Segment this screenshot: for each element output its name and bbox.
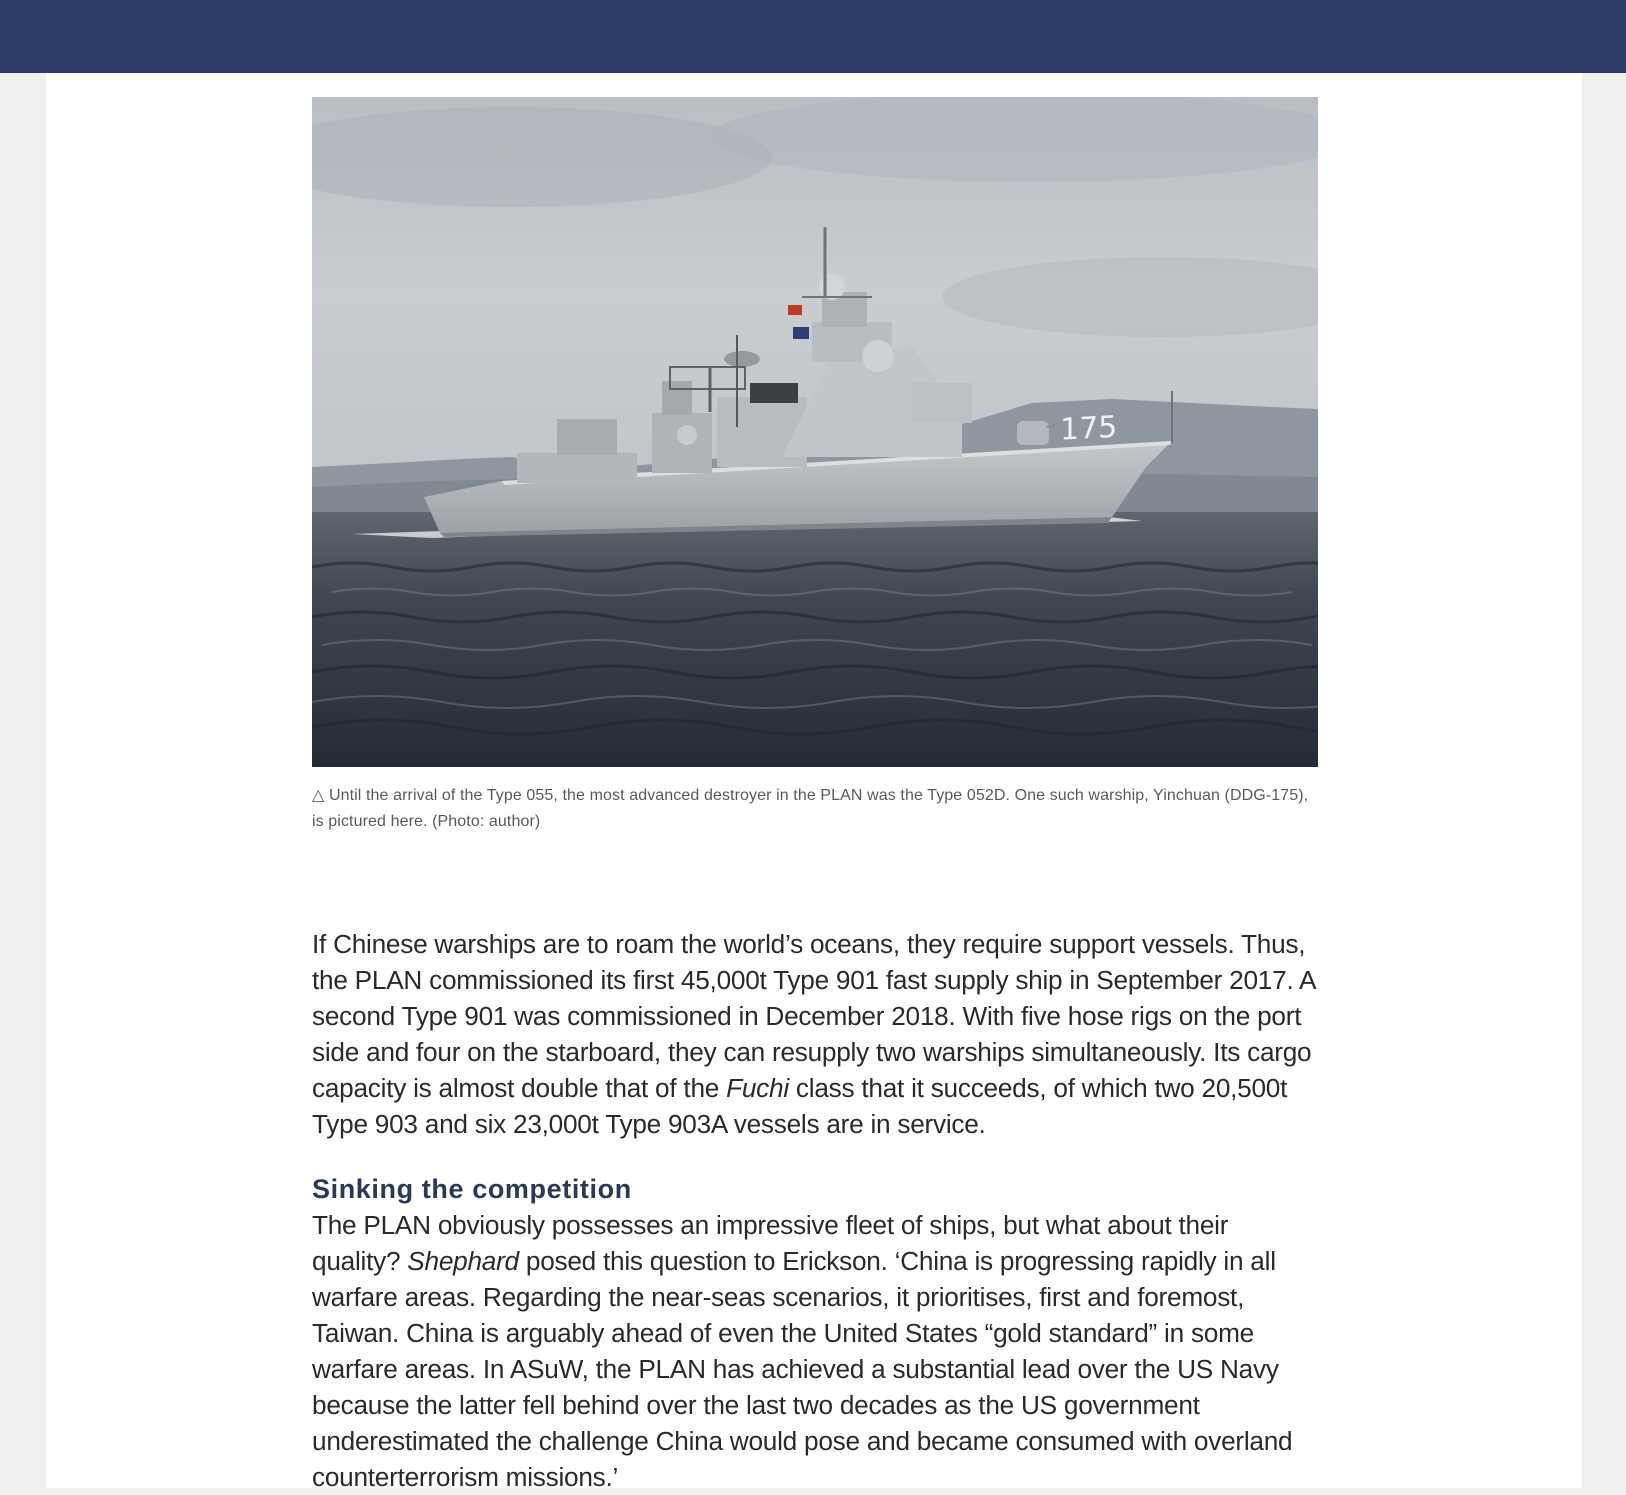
fuchi-emphasis: Fuchi [726,1073,789,1103]
article-figure [312,97,1318,835]
section-heading: Sinking the competition [312,1174,632,1204]
paragraph-quality: The PLAN obviously possesses an impressive fleet of ships, but what about their quality? Shephard posed this question to Erickson. ‘China is progressing rapidly in all warfare areas. Regarding the near-seas scenarios, it prioritises, first and foremost, Taiwan. China is arguably ahead of even the United States “gold standard” in some warfare areas. In ASuW, the PLAN has achieved a substantial lead over the US Navy because the latter fell behind over the last two decades as the US government underestimated the challenge China would pose and became consumed with overland counterterrorism missions.’ [312,1210,1293,1492]
paragraph-quality-lead: The PLAN obviously possesses an impressive fleet of ships, but what about their quality? [312,1210,1229,1276]
ship-photo [312,97,1318,767]
svg-text:175: 175 [1060,409,1118,448]
article-body [312,926,1318,1495]
shephard-emphasis: Shephard [407,1246,519,1276]
article-card [46,73,1582,1492]
caption-text: Until the arrival of the Type 055, the most advanced destroyer in the PLAN was the Type 052D. One such warship, Yinchuan (DDG-175), is pictured here. (Photo: author) [312,787,1309,830]
figure-caption [312,783,1318,835]
top-header-bar [0,0,1626,73]
paragraph-supply-ships: If Chinese warships are to roam the world’s oceans, they require support vessels. Thus, the PLAN commissioned its first 45,000t Type 901 fast supply ship in September 2017. A second Type 901 was commissioned in December 2018. With five hose rigs on the port side and four on the starboard, they can resupply two warships simultaneously. Its cargo capacity is almost double that of the Fuchi class that it succeeds, of which two 20,500t Type 903 and six 23,000t Type 903A vessels are in service. [312,929,1315,1139]
triangle-outline-icon: △ [312,787,325,804]
